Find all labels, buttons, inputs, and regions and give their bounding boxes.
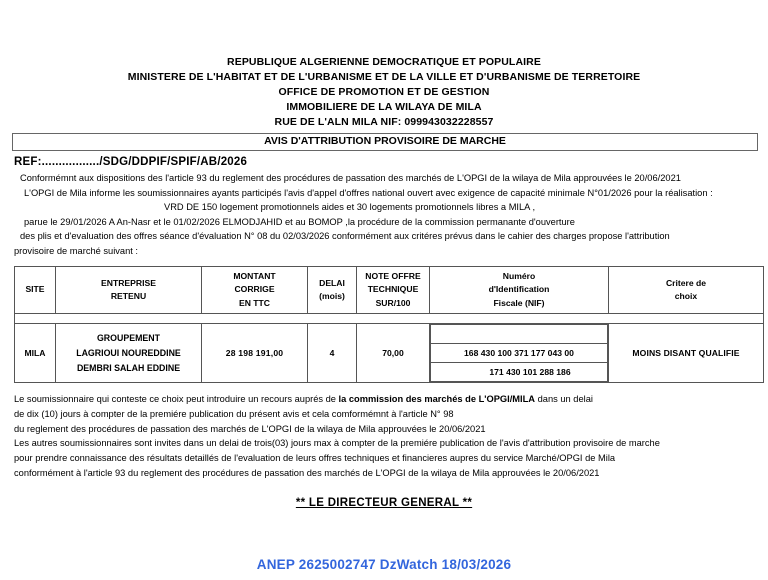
- note-1-part-a: Le soumissionnaire qui conteste ce choix peut introduire un recours auprés de: [14, 394, 339, 404]
- intro-line-4: parue le 29/01/2026 A An-Nasr et le 01/02/2026 ELMODJAHID et au BOMOP ,la procédure de la commission permanante d'ouverture: [24, 216, 575, 227]
- cell-delai: 4: [308, 324, 357, 383]
- avis-title-box: AVIS D'ATTRIBUTION PROVISOIRE DE MARCHE: [12, 133, 758, 151]
- masthead-line-office: OFFICE DE PROMOTION ET DE GESTION: [278, 86, 490, 98]
- note-1-bold: la commission des marchés de L'OPGI/MILA: [338, 394, 536, 404]
- masthead-line-address-nif: RUE DE L'ALN MILA NIF: 099943032228557: [274, 116, 494, 128]
- table-body: [15, 324, 764, 383]
- table-spacer-cell: [15, 314, 764, 324]
- attribution-table-wrapper: [14, 266, 756, 383]
- header-entreprise-line1: ENTREPRISE: [101, 277, 156, 288]
- note-line-5: pour prendre connaissance des résultats detaillés de l'evaluation de leurs offres techniques et financieres aupres du service Marché/OPGI de Mila: [14, 453, 616, 464]
- intro-paragraph: [0, 171, 768, 258]
- cell-montant: 28 198 191,00: [202, 324, 308, 383]
- header-nif-line2: d'Identification: [488, 284, 550, 295]
- nif-value-2: 171 430 101 288 186: [431, 363, 608, 382]
- note-line-4: Les autres soumissionnaires sont invites dans un delai de trois(03) jours max à compter de la premiére publication de l'avis d'attribution provisoire de marche: [14, 438, 660, 449]
- table-spacer: [15, 314, 764, 324]
- attribution-table: [14, 266, 764, 383]
- intro-line-1: Conformémnt aux dispositions des l'article 93 du reglement des procédures de passation des marchés de L'OPGI de la wilaya de Mila approuvées le 20/06/2021: [20, 173, 681, 183]
- table-header-row: [15, 267, 764, 314]
- cell-critere-choix: MOINS DISANT QUALIFIE: [609, 324, 764, 383]
- cell-entreprise: [56, 324, 202, 383]
- header-critere: [609, 267, 764, 314]
- header-entreprise-line2: RETENU: [110, 291, 147, 301]
- intro-line-6: provisoire de marché suivant :: [14, 245, 139, 256]
- header-note-line1: NOTE OFFRE: [365, 270, 421, 281]
- intro-line-3: VRD DE 150 logement promotionnels aides et 30 logements promotionnels libres a MILA ,: [164, 202, 536, 212]
- nif-value-1: 168 430 100 371 177 043 00: [431, 344, 608, 363]
- header-note-line3: SUR/100: [375, 297, 411, 308]
- masthead-line-ministry: MINISTERE DE L'HABITAT ET DE L'URBANISME ET DE LA VILLE ET D'URBANISME DE TERRETOIRE: [127, 71, 641, 83]
- header-montant-line3: EN TTC: [238, 297, 271, 308]
- anep-footer: ANEP 2625002747 DzWatch 18/03/2026: [256, 557, 512, 572]
- note-line-3: du reglement des procédures de passation des marchés de L'OPGI de la wilaya de Mila approuvées le 20/06/2021: [14, 423, 486, 434]
- note-line-1: [14, 392, 760, 407]
- reference-line: REF:................./SDG/DDPIF/SPIF/AB/2026: [14, 156, 248, 168]
- nif-subtable: [430, 324, 608, 382]
- table-spacer-row: [15, 314, 764, 324]
- notes-section: [0, 392, 768, 481]
- table-row: [15, 324, 764, 383]
- header-delai-line2: (mois): [319, 291, 345, 301]
- cell-entreprise-line1: GROUPEMENT: [96, 332, 161, 343]
- header-delai-line1: DELAI: [319, 277, 345, 288]
- cell-entreprise-line2: LAGRIOUI NOUREDDINE: [76, 347, 181, 358]
- nif-blank-line: [431, 325, 608, 344]
- header-critere-line1: Critere de: [665, 277, 707, 288]
- note-line-2: de dix (10) jours à compter de la premiére publication du présent avis et cela comformémnt à l'article N° 98: [14, 408, 454, 419]
- note-1-part-c: dans un delai: [535, 394, 593, 404]
- signature-text: ** LE DIRECTEUR GENERAL **: [295, 496, 473, 509]
- nif-subrow-2: [431, 363, 608, 382]
- cell-site: MILA: [15, 324, 56, 383]
- header-site: SITE: [15, 267, 56, 314]
- table-header: [15, 267, 764, 314]
- header-entreprise: [56, 267, 202, 314]
- header-nif-line1: Numéro: [502, 270, 536, 281]
- header-montant: [202, 267, 308, 314]
- header-critere-line2: choix: [674, 291, 698, 301]
- masthead-line-republic: REPUBLIQUE ALGERIENNE DEMOCRATIQUE ET POPULAIRE: [227, 56, 541, 68]
- header-nif-line3: Fiscale (NIF): [493, 297, 545, 308]
- header-note-line2: TECHNIQUE: [367, 284, 419, 295]
- masthead-line-immobiliere: IMMOBILIERE DE LA WILAYA DE MILA: [286, 101, 482, 113]
- signature-block: [0, 497, 768, 509]
- header-delai: [308, 267, 357, 314]
- header-montant-line1: MONTANT: [233, 270, 276, 281]
- note-line-6: conformément à l'article 93 du reglement des procédures de passation des marchés de L'OPGI de la wilaya de Mila approuvées le 20/06/2021: [14, 467, 600, 478]
- cell-entreprise-line3: DEMBRI SALAH EDDINE: [76, 362, 181, 373]
- header-montant-line2: CORRIGE: [234, 284, 275, 295]
- cell-note-technique: 70,00: [357, 324, 430, 383]
- masthead: [0, 0, 768, 130]
- header-nif: [430, 267, 609, 314]
- nif-subrow-blank: [431, 325, 608, 344]
- intro-line-2: L'OPGI de Mila informe les soumissionnaires ayants participés l'avis d'appel d'offres national ouvert avec exigence de capacité minimale N°01/2026 pour la réalisation :: [24, 187, 713, 198]
- header-note-offre: [357, 267, 430, 314]
- nif-subrow-1: [431, 344, 608, 363]
- intro-line-5: des plis et d'evaluation des offres séance d'évaluation N° 08 du 02/03/2026 conformément aux critéres prévus dans le cahier des charges propose l'attribution: [20, 231, 670, 241]
- cell-nif: [430, 324, 609, 383]
